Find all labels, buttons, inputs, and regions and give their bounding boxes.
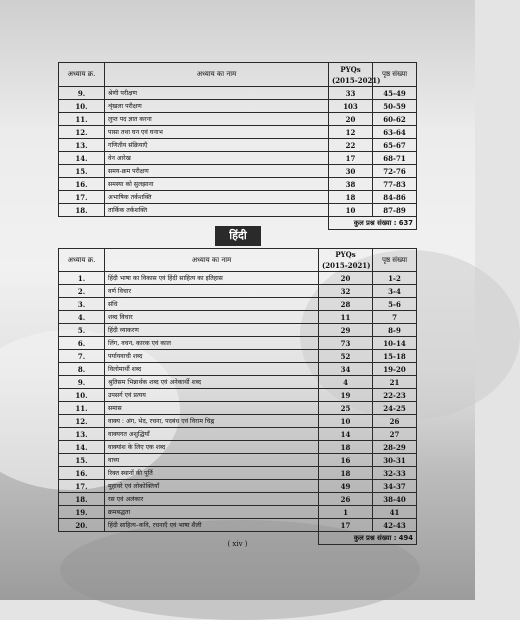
pyqs-header: PYQs (2015-2021): [319, 249, 373, 272]
chapter-number: 18.: [59, 204, 105, 217]
chapter-name: वाक्यगत अशुद्धियाँ: [105, 428, 319, 441]
chapter-number: 9.: [59, 87, 105, 100]
page-range: 65-67: [373, 139, 417, 152]
pyqs-count: 18: [319, 467, 373, 480]
pyqs-count: 14: [319, 428, 373, 441]
chapter-number: 11.: [59, 113, 105, 126]
chapter-number: 12.: [59, 126, 105, 139]
page-range: 15-18: [373, 350, 417, 363]
chapter-name: शृंखला परीक्षण: [105, 100, 329, 113]
pyqs-count: 30: [329, 165, 373, 178]
chapter-name: अभाषिक तर्कशक्ति: [105, 191, 329, 204]
chapter-name: वाक्य : अंग, भेद, रचना, पदबंध एवं विराम चिह्न: [105, 415, 319, 428]
chapter-name: वाच्य: [105, 454, 319, 467]
chapter-name: मुहावरे एवं लोकोक्तियाँ: [105, 480, 319, 493]
page-range: 27: [373, 428, 417, 441]
pyqs-count: 38: [329, 178, 373, 191]
table-header-row: [59, 249, 417, 272]
table-row: [59, 298, 417, 311]
chapter-name: वर्ण विचार: [105, 285, 319, 298]
pyqs-count: 1: [319, 506, 373, 519]
chapter-number: 16.: [59, 467, 105, 480]
page-range: 84-86: [373, 191, 417, 204]
table-row: [59, 428, 417, 441]
pyqs-count: 25: [319, 402, 373, 415]
page-range: 7: [373, 311, 417, 324]
table-row: [59, 100, 417, 113]
page-range: 28-29: [373, 441, 417, 454]
chapter-number: 10.: [59, 389, 105, 402]
page-range: 30-31: [373, 454, 417, 467]
chapter-number: 13.: [59, 428, 105, 441]
chapter-name-header: अध्याय का नाम: [105, 63, 329, 87]
reasoning-contents-table: [58, 62, 417, 230]
chapter-name: क्रमबद्धता: [105, 506, 319, 519]
page-range: 26: [373, 415, 417, 428]
pyqs-count: 19: [319, 389, 373, 402]
chapter-number: 18.: [59, 493, 105, 506]
table-row: [59, 441, 417, 454]
chapter-number: 9.: [59, 376, 105, 389]
chapter-number: 17.: [59, 191, 105, 204]
table-row: [59, 272, 417, 285]
chapter-name: तार्किक तर्कशक्ति: [105, 204, 329, 217]
page-range: 38-40: [373, 493, 417, 506]
page-range: 5-6: [373, 298, 417, 311]
table-row: [59, 415, 417, 428]
chapter-name: गणितीय संक्रियाएँ: [105, 139, 329, 152]
chapter-number: 19.: [59, 506, 105, 519]
page-range-header: पृष्ठ संख्या: [373, 249, 417, 272]
pyqs-count: 49: [319, 480, 373, 493]
chapter-number: 17.: [59, 480, 105, 493]
table-row: [59, 363, 417, 376]
pyqs-count: 20: [329, 113, 373, 126]
pyqs-count: 26: [319, 493, 373, 506]
page-range: 68-71: [373, 152, 417, 165]
chapter-name: रस एवं अलंकार: [105, 493, 319, 506]
page-range: 1-2: [373, 272, 417, 285]
chapter-number: 12.: [59, 415, 105, 428]
table-row: [59, 506, 417, 519]
page-number: ( xiv ): [227, 540, 248, 548]
pyqs-header: PYQs (2015-2021): [329, 63, 373, 87]
pyqs-count: 11: [319, 311, 373, 324]
pyqs-count: 73: [319, 337, 373, 350]
pyqs-count: 18: [319, 441, 373, 454]
table-row: [59, 324, 417, 337]
pyqs-count: 29: [319, 324, 373, 337]
table-row: [59, 204, 417, 217]
chapter-number: 16.: [59, 178, 105, 191]
table-row: [59, 126, 417, 139]
table-row: [59, 191, 417, 204]
page-range: 87-89: [373, 204, 417, 217]
hindi-contents-table: [58, 248, 417, 545]
page-range: 42-43: [373, 519, 417, 532]
page-range: 77-83: [373, 178, 417, 191]
chapter-name: लिंग, वचन, कारक एवं काल: [105, 337, 319, 350]
table-header-row: [59, 63, 417, 87]
pyqs-count: 10: [319, 415, 373, 428]
table-row: [59, 389, 417, 402]
chapter-number: 4.: [59, 311, 105, 324]
page-range: 10-14: [373, 337, 417, 350]
chapter-name: वाक्यांश के लिए एक शब्द: [105, 441, 319, 454]
chapter-number: 13.: [59, 139, 105, 152]
serial-header: अध्याय क्र.: [59, 249, 105, 272]
table-row: [59, 311, 417, 324]
chapter-number: 14.: [59, 441, 105, 454]
chapter-number: 5.: [59, 324, 105, 337]
chapter-name: समास: [105, 402, 319, 415]
chapter-name: हिंदी भाषा का विकास एवं हिंदी साहित्य का इतिहास: [105, 272, 319, 285]
chapter-number: 20.: [59, 519, 105, 532]
table-row: [59, 480, 417, 493]
table-row: [59, 376, 417, 389]
chapter-name: श्रुतिसम भिन्नार्थक शब्द एवं अनेकार्थी शब्द: [105, 376, 319, 389]
table-row: [59, 337, 417, 350]
page-range: 19-20: [373, 363, 417, 376]
chapter-name: लुप्त पद ज्ञात करना: [105, 113, 329, 126]
pyqs-count: 28: [319, 298, 373, 311]
chapter-number: 6.: [59, 337, 105, 350]
serial-header: अध्याय क्र.: [59, 63, 105, 87]
table-row: [59, 178, 417, 191]
table-row: [59, 402, 417, 415]
pyqs-count: 52: [319, 350, 373, 363]
page-range: 3-4: [373, 285, 417, 298]
pyqs-count: 20: [319, 272, 373, 285]
pyqs-count: 32: [319, 285, 373, 298]
pyqs-count: 18: [329, 191, 373, 204]
page-range: 41: [373, 506, 417, 519]
chapter-number: 8.: [59, 363, 105, 376]
page-range: 32-33: [373, 467, 417, 480]
table-row: [59, 493, 417, 506]
chapter-number: 11.: [59, 402, 105, 415]
table-row: [59, 113, 417, 126]
table-row: [59, 87, 417, 100]
table-row: [59, 139, 417, 152]
table-row: [59, 152, 417, 165]
pyqs-count: 33: [329, 87, 373, 100]
page-range: 8-9: [373, 324, 417, 337]
chapter-name: वेन आरेख: [105, 152, 329, 165]
chapter-number: 2.: [59, 285, 105, 298]
table-row: [59, 467, 417, 480]
table-row: [59, 350, 417, 363]
pyqs-count: 103: [329, 100, 373, 113]
pyqs-count: 17: [329, 152, 373, 165]
pyqs-count: 12: [329, 126, 373, 139]
chapter-name: पासा तथा घन एवं घनाभ: [105, 126, 329, 139]
page-range: 60-62: [373, 113, 417, 126]
page-range: 50-59: [373, 100, 417, 113]
chapter-name: श्रेणी परीक्षण: [105, 87, 329, 100]
table-row: [59, 165, 417, 178]
pyqs-count: 4: [319, 376, 373, 389]
chapter-name: समय-क्रम परीक्षण: [105, 165, 329, 178]
pyqs-count: 34: [319, 363, 373, 376]
pyqs-count: 16: [319, 454, 373, 467]
pyqs-count: 17: [319, 519, 373, 532]
chapter-name-header: अध्याय का नाम: [105, 249, 319, 272]
chapter-number: 15.: [59, 454, 105, 467]
table-row: [59, 519, 417, 532]
chapter-name: हिंदी साहित्य–कवि, रचनाएँ एवं भाषा शैली: [105, 519, 319, 532]
pyqs-count: 22: [329, 139, 373, 152]
chapter-number: 7.: [59, 350, 105, 363]
section-title: हिंदी: [215, 226, 261, 246]
total-questions: कुल प्रश्न संख्या : 494: [319, 532, 417, 545]
chapter-name: रिक्त स्थानों की पूर्ति: [105, 467, 319, 480]
page-range: 24-25: [373, 402, 417, 415]
table-row: [59, 285, 417, 298]
chapter-number: 15.: [59, 165, 105, 178]
pyqs-count: 10: [329, 204, 373, 217]
page-range: 22-23: [373, 389, 417, 402]
page-range: 45-49: [373, 87, 417, 100]
chapter-name: समस्या को सुलझाना: [105, 178, 329, 191]
page-range-header: पृष्ठ संख्या: [373, 63, 417, 87]
table-row: [59, 454, 417, 467]
chapter-name: शब्द विचार: [105, 311, 319, 324]
chapter-name: हिंदी व्याकरण: [105, 324, 319, 337]
chapter-number: 1.: [59, 272, 105, 285]
page-range: 63-64: [373, 126, 417, 139]
chapter-name: विलोमार्थी शब्द: [105, 363, 319, 376]
chapter-number: 14.: [59, 152, 105, 165]
chapter-name: संधि: [105, 298, 319, 311]
page-range: 34-37: [373, 480, 417, 493]
chapter-name: पर्यायवाची शब्द: [105, 350, 319, 363]
page-range: 72-76: [373, 165, 417, 178]
chapter-name: उपसर्ग एवं प्रत्यय: [105, 389, 319, 402]
total-questions: कुल प्रश्न संख्या : 637: [329, 217, 417, 230]
page-range: 21: [373, 376, 417, 389]
chapter-number: 3.: [59, 298, 105, 311]
chapter-number: 10.: [59, 100, 105, 113]
